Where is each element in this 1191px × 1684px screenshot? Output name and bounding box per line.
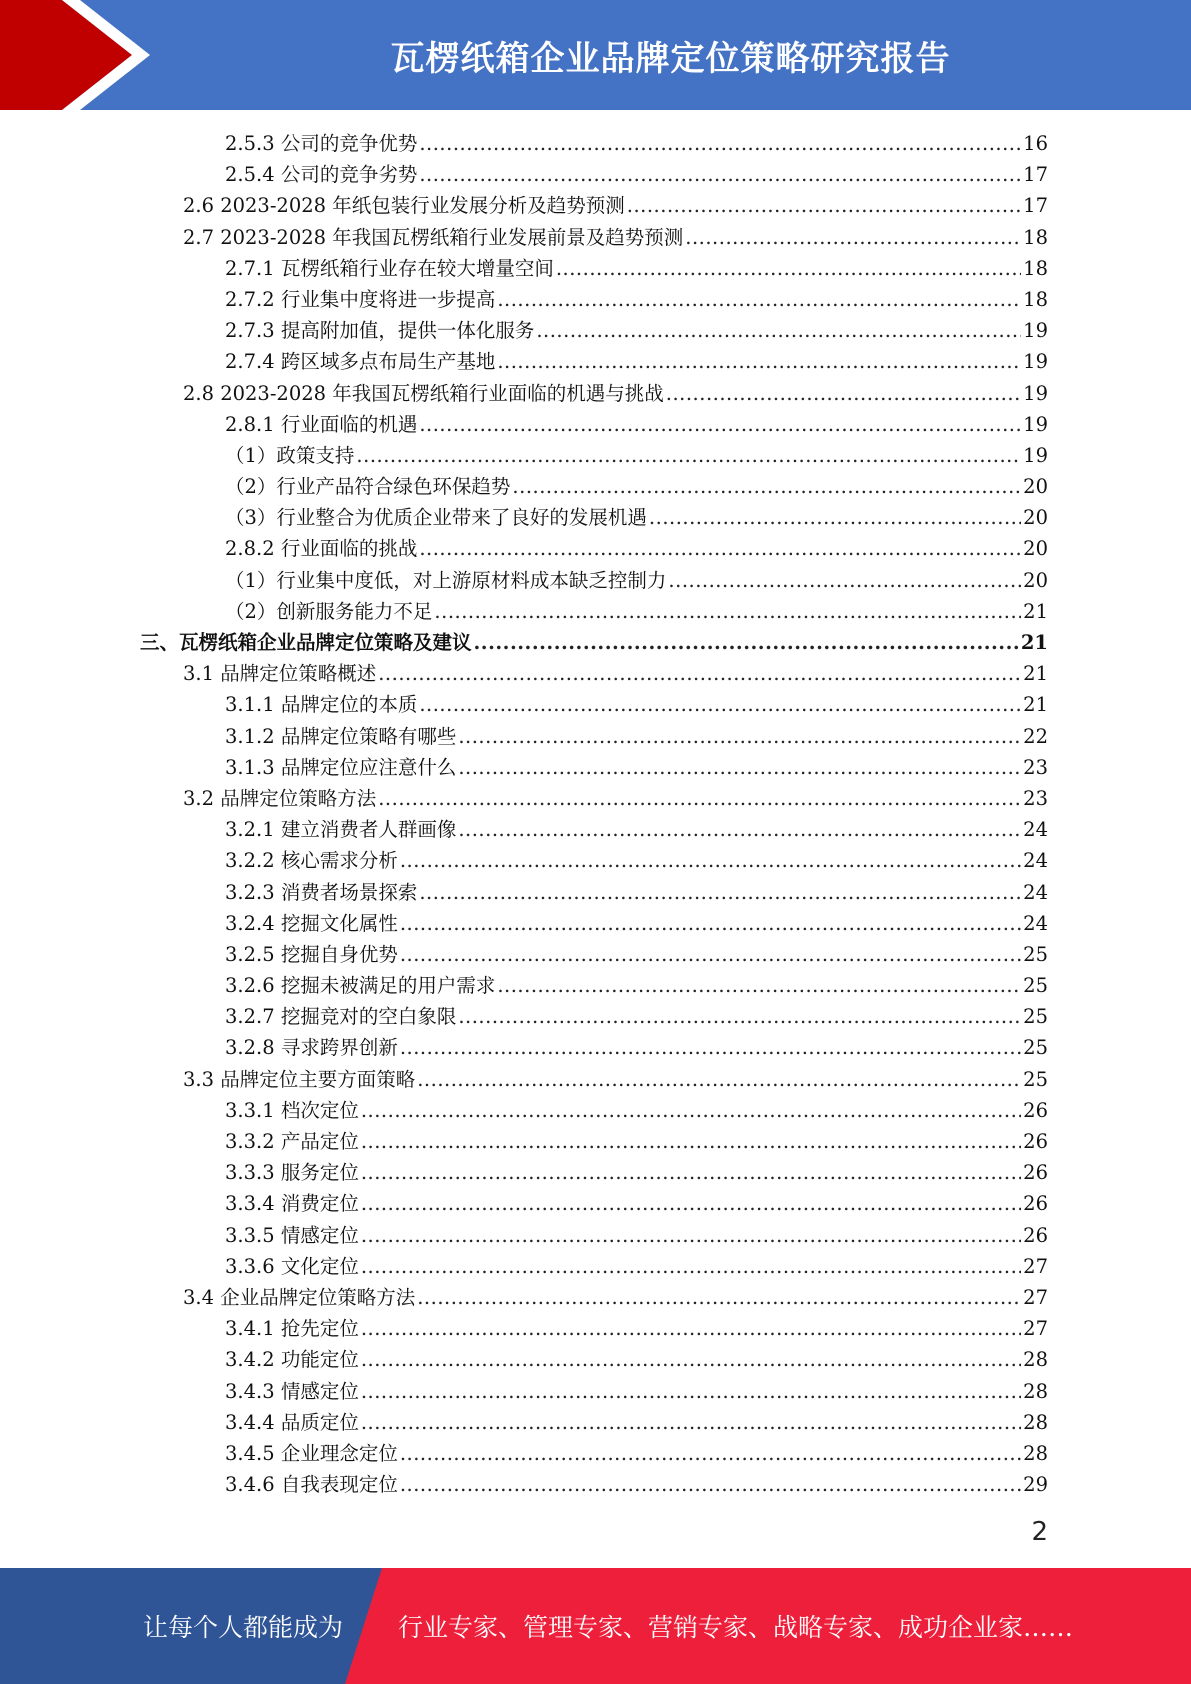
toc-entry[interactable]	[140, 409, 1048, 440]
toc-leader-dots	[649, 502, 1021, 533]
toc-entry-page: 21	[1020, 631, 1048, 654]
footer-slogan-right: 行业专家、管理专家、营销专家、战略专家、成功企业家……	[398, 1613, 1074, 1642]
toc-entry-page: 25	[1023, 942, 1048, 966]
toc-entry[interactable]	[140, 1376, 1048, 1407]
toc-leader-dots	[419, 533, 1021, 564]
toc-leader-dots	[419, 689, 1021, 720]
toc-entry-label: 3.2.6 挖掘未被满足的用户需求	[225, 974, 496, 998]
toc-entry-label: 3.1 品牌定位策略概述	[183, 662, 377, 686]
toc-entry[interactable]	[140, 1188, 1048, 1219]
toc-entry-page: 18	[1023, 256, 1048, 280]
toc-entry-label: 3.2.1 建立消费者人群画像	[225, 818, 457, 842]
toc-leader-dots	[361, 1220, 1021, 1251]
toc-entry-label: 2.5.4 公司的竞争劣势	[225, 163, 418, 187]
toc-leader-dots	[361, 1251, 1021, 1282]
toc-entry[interactable]	[140, 814, 1048, 845]
toc-entry-label: （3）行业整合为优质企业带来了良好的发展机遇	[225, 506, 647, 530]
toc-entry-label: （2）行业产品符合绿色环保趋势	[225, 475, 511, 499]
toc-leader-dots	[361, 1095, 1021, 1126]
toc-entry-page: 25	[1023, 1067, 1048, 1091]
toc-entry-page: 25	[1023, 1036, 1048, 1060]
toc-entry-page: 23	[1023, 755, 1048, 779]
toc-entry[interactable]	[140, 1344, 1048, 1375]
toc-entry-label: 三、瓦楞纸箱企业品牌定位策略及建议	[140, 631, 472, 654]
toc-entry[interactable]	[140, 1220, 1048, 1251]
toc-entry[interactable]	[140, 908, 1048, 939]
toc-leader-dots	[378, 783, 1021, 814]
toc-leader-dots	[361, 1157, 1021, 1188]
toc-entry-label: 2.8.2 行业面临的挑战	[225, 537, 418, 561]
toc-entry-label: 3.4.5 企业理念定位	[225, 1441, 398, 1465]
toc-leader-dots	[356, 440, 1021, 471]
toc-entry-page: 24	[1023, 849, 1048, 873]
toc-entry[interactable]	[140, 1032, 1048, 1063]
toc-entry-page: 21	[1023, 599, 1048, 623]
toc-leader-dots	[474, 627, 1019, 658]
toc-entry-label: （1）行业集中度低，对上游原材料成本缺乏控制力	[225, 568, 667, 592]
toc-entry-label: 2.8 2023-2028 年我国瓦楞纸箱行业面临的机遇与挑战	[183, 381, 664, 405]
toc-entry[interactable]	[140, 128, 1048, 159]
toc-entry-label: 3.3.3 服务定位	[225, 1161, 359, 1185]
toc-entry[interactable]	[140, 658, 1048, 689]
toc-entry-page: 26	[1023, 1098, 1048, 1122]
toc-leader-dots	[458, 721, 1021, 752]
toc-leader-dots	[361, 1376, 1021, 1407]
toc-entry[interactable]	[140, 970, 1048, 1001]
toc-entry-label: 3.1.2 品牌定位策略有哪些	[225, 724, 457, 748]
toc-entry[interactable]	[140, 627, 1048, 658]
toc-entry-label: 3.4.1 抢先定位	[225, 1317, 359, 1341]
toc-entry[interactable]	[140, 721, 1048, 752]
toc-leader-dots	[400, 1032, 1021, 1063]
toc-entry[interactable]	[140, 471, 1048, 502]
toc-entry-label: 3.2.2 核心需求分析	[225, 849, 398, 873]
page-footer	[0, 1568, 1191, 1684]
toc-entry-label: （2）创新服务能力不足	[225, 599, 433, 623]
toc-leader-dots	[400, 1438, 1021, 1469]
toc-entry-page: 19	[1023, 350, 1048, 374]
report-title: 瓦楞纸箱企业品牌定位策略研究报告	[390, 38, 951, 79]
toc-entry[interactable]	[140, 1095, 1048, 1126]
toc-leader-dots	[512, 471, 1021, 502]
toc-entry-page: 24	[1023, 911, 1048, 935]
toc-entry[interactable]	[140, 1313, 1048, 1344]
toc-entry[interactable]	[140, 1001, 1048, 1032]
toc-entry-page: 27	[1023, 1317, 1048, 1341]
toc-leader-dots	[417, 1282, 1021, 1313]
toc-entry[interactable]	[140, 689, 1048, 720]
toc-entry-label: 2.8.1 行业面临的机遇	[225, 412, 418, 436]
toc-entry[interactable]	[140, 346, 1048, 377]
toc-entry-page: 28	[1023, 1441, 1048, 1465]
footer-slogan-left: 让每个人都能成为	[143, 1613, 344, 1642]
toc-leader-dots	[497, 970, 1021, 1001]
toc-entry[interactable]	[140, 877, 1048, 908]
toc-entry-label: 2.7.1 瓦楞纸箱行业存在较大增量空间	[225, 256, 554, 280]
toc-entry-page: 17	[1023, 194, 1048, 218]
toc-entry[interactable]	[140, 440, 1048, 471]
toc-entry-page: 26	[1023, 1161, 1048, 1185]
toc-entry[interactable]	[140, 159, 1048, 190]
toc-entry-label: 2.7.4 跨区域多点布局生产基地	[225, 350, 496, 374]
toc-entry-page: 28	[1023, 1348, 1048, 1372]
toc-entry[interactable]	[140, 533, 1048, 564]
toc-entry[interactable]	[140, 1126, 1048, 1157]
page-number: 2	[1031, 1517, 1048, 1547]
toc-leader-dots	[378, 658, 1021, 689]
toc-entry-page: 21	[1023, 662, 1048, 686]
toc-leader-dots	[556, 253, 1021, 284]
toc-entry-page: 26	[1023, 1130, 1048, 1153]
toc-entry[interactable]	[140, 596, 1048, 627]
toc-entry-page: 20	[1023, 537, 1048, 561]
toc-entry-label: 3.1.3 品牌定位应注意什么	[225, 755, 457, 779]
toc-entry-label: 3.4 企业品牌定位策略方法	[183, 1285, 416, 1309]
toc-entry-label: 2.7.3 提高附加值，提供一体化服务	[225, 319, 535, 343]
page-header	[0, 0, 1191, 110]
toc-entry-page: 19	[1023, 443, 1048, 467]
toc-entry-page: 16	[1023, 132, 1048, 155]
toc-entry-label: 3.2.3 消费者场景探索	[225, 880, 418, 904]
toc-entry-label: 3.1.1 品牌定位的本质	[225, 693, 418, 717]
toc-leader-dots	[666, 378, 1021, 409]
toc-entry[interactable]	[140, 190, 1048, 221]
toc-entry-page: 21	[1023, 693, 1048, 717]
toc-entry-label: 3.4.2 功能定位	[225, 1348, 359, 1372]
toc-leader-dots	[458, 752, 1021, 783]
toc-entry-label: 3.4.6 自我表现定位	[225, 1473, 398, 1497]
toc-entry-page: 23	[1023, 786, 1048, 810]
toc-leader-dots	[419, 159, 1021, 190]
toc-leader-dots	[361, 1126, 1021, 1157]
toc-entry-page: 20	[1023, 475, 1048, 499]
toc-leader-dots	[668, 565, 1021, 596]
toc-leader-dots	[685, 222, 1021, 253]
toc-entry-label: 2.5.3 公司的竞争优势	[225, 132, 418, 155]
toc-leader-dots	[434, 596, 1021, 627]
toc-entry-label: 2.6 2023-2028 年纸包装行业发展分析及趋势预测	[183, 194, 625, 218]
toc-entry[interactable]	[140, 284, 1048, 315]
toc-entry-label: （1）政策支持	[225, 443, 355, 467]
toc-entry-label: 3.2.8 寻求跨界创新	[225, 1036, 398, 1060]
toc-leader-dots	[419, 877, 1021, 908]
toc-entry[interactable]	[140, 1157, 1048, 1188]
toc-leader-dots	[361, 1313, 1021, 1344]
toc-entry[interactable]	[140, 502, 1048, 533]
toc-entry-page: 27	[1023, 1285, 1048, 1309]
toc-leader-dots	[400, 908, 1021, 939]
toc-leader-dots	[417, 1064, 1021, 1095]
toc-entry-label: 3.2.5 挖掘自身优势	[225, 942, 398, 966]
toc-entry-page: 20	[1023, 506, 1048, 530]
toc-entry-label: 3.2.7 挖掘竞对的空白象限	[225, 1005, 457, 1029]
toc-leader-dots	[536, 315, 1021, 346]
toc-entry-label: 3.3.5 情感定位	[225, 1223, 359, 1247]
toc-leader-dots	[400, 1469, 1021, 1500]
toc-entry-page: 26	[1023, 1223, 1048, 1247]
toc-entry[interactable]	[140, 783, 1048, 814]
toc-entry[interactable]	[140, 1407, 1048, 1438]
toc-leader-dots	[400, 939, 1021, 970]
toc-entry[interactable]	[140, 315, 1048, 346]
toc-entry-page: 26	[1023, 1192, 1048, 1216]
toc-entry-page: 20	[1023, 568, 1048, 592]
toc-entry-page: 25	[1023, 974, 1048, 998]
toc-entry-page: 19	[1023, 381, 1048, 405]
toc-entry-page: 28	[1023, 1379, 1048, 1403]
toc-entry-label: 3.4.4 品质定位	[225, 1410, 359, 1434]
toc-entry-page: 28	[1023, 1410, 1048, 1434]
toc-entry[interactable]	[140, 1251, 1048, 1282]
toc-entry[interactable]	[140, 1282, 1048, 1313]
toc-leader-dots	[361, 1344, 1021, 1375]
toc-entry-page: 18	[1023, 287, 1048, 311]
toc-entry-label: 3.3.1 档次定位	[225, 1098, 359, 1122]
toc-entry-label: 3.3.6 文化定位	[225, 1254, 359, 1278]
toc-entry-page: 24	[1023, 818, 1048, 842]
toc-entry-label: 3.3.4 消费定位	[225, 1192, 359, 1216]
toc-leader-dots	[497, 346, 1021, 377]
toc-entry-label: 3.2.4 挖掘文化属性	[225, 911, 398, 935]
toc-entry-label: 2.7.2 行业集中度将进一步提高	[225, 287, 496, 311]
toc-leader-dots	[458, 814, 1021, 845]
toc-entry[interactable]	[140, 1438, 1048, 1469]
toc-entry-page: 27	[1023, 1254, 1048, 1278]
toc-entry-label: 3.3 品牌定位主要方面策略	[183, 1067, 416, 1091]
toc-entry-label: 2.7 2023-2028 年我国瓦楞纸箱行业发展前景及趋势预测	[183, 225, 684, 249]
toc-leader-dots	[361, 1188, 1021, 1219]
toc-leader-dots	[400, 845, 1021, 876]
toc-entry[interactable]	[140, 1469, 1048, 1500]
toc-entry-page: 29	[1023, 1473, 1048, 1497]
toc-entry-page: 19	[1023, 412, 1048, 436]
toc-leader-dots	[458, 1001, 1021, 1032]
toc-entry[interactable]	[140, 378, 1048, 409]
table-of-contents	[140, 128, 1048, 1500]
toc-entry[interactable]	[140, 565, 1048, 596]
toc-leader-dots	[419, 409, 1021, 440]
toc-entry-page: 17	[1023, 163, 1048, 187]
toc-leader-dots	[497, 284, 1021, 315]
toc-entry-page: 25	[1023, 1005, 1048, 1029]
toc-entry-page: 24	[1023, 880, 1048, 904]
toc-entry[interactable]	[140, 253, 1048, 284]
toc-entry-label: 3.2 品牌定位策略方法	[183, 786, 377, 810]
toc-entry[interactable]	[140, 845, 1048, 876]
toc-entry-label: 3.3.2 产品定位	[225, 1130, 359, 1153]
toc-entry[interactable]	[140, 1064, 1048, 1095]
toc-leader-dots	[419, 128, 1021, 159]
toc-entry-label: 3.4.3 情感定位	[225, 1379, 359, 1403]
toc-entry[interactable]	[140, 939, 1048, 970]
toc-entry-page: 19	[1023, 319, 1048, 343]
toc-leader-dots	[627, 190, 1021, 221]
toc-leader-dots	[361, 1407, 1021, 1438]
toc-entry-page: 18	[1023, 225, 1048, 249]
toc-entry[interactable]	[140, 752, 1048, 783]
toc-entry-page: 22	[1023, 724, 1048, 748]
toc-entry[interactable]	[140, 222, 1048, 253]
